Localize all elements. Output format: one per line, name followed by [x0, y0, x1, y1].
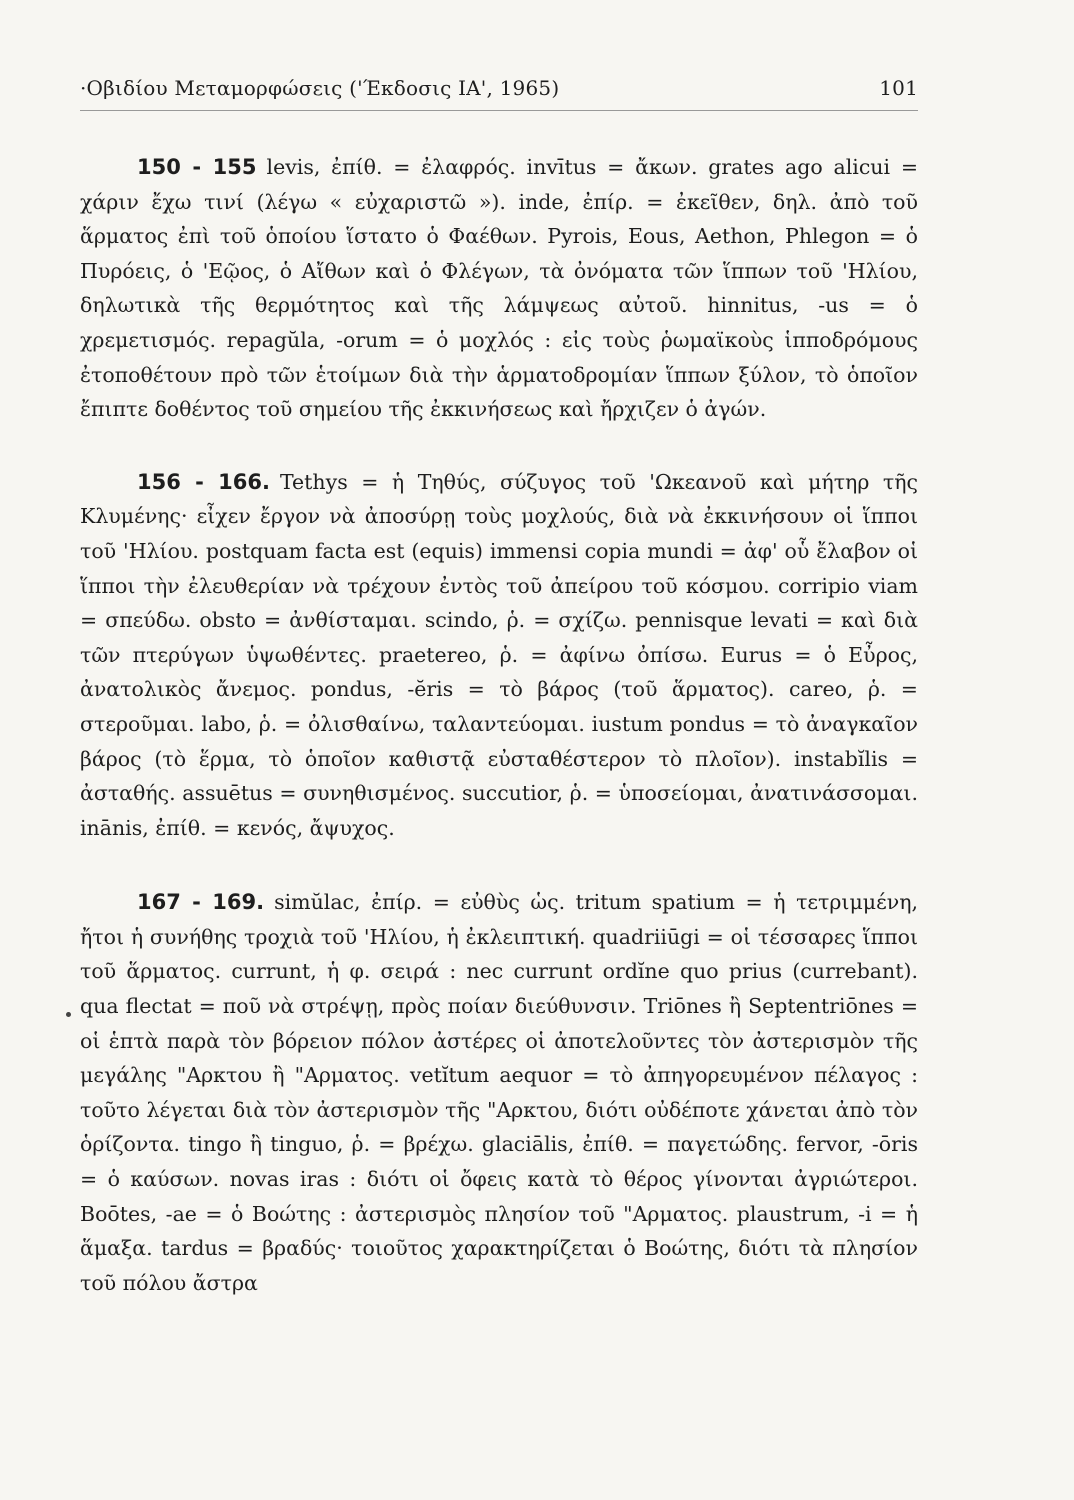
page-number: 101	[879, 76, 918, 100]
entry-text: Tethys = ἡ Τηθύς, σύζυγος τοῦ 'Ωκεανοῦ καὶ μήτηρ τῆς Κλυμένης· εἶχεν ἔργον νὰ ἀποσύρῃ τοὺς μοχλούς, διὰ νὰ ἐκκινήσουν οἱ ἵπποι τοῦ 'Ηλίου. postquam facta est (equis) immensi copia mundi = ἀφ' οὗ ἔλαβον οἱ ἵπποι τὴν ἐλευθερίαν νὰ τρέχουν ἐντὸς τοῦ ἀπείρου τοῦ κόσμου. corripio viam = σπεύδω. obsto = ἀνθίσταμαι. scindo, ῥ. = σχίζω. pennisque levati = καὶ διὰ τῶν πτερύγων ὑψωθέντες. praetereo, ῥ. = ἀφίνω ὀπίσω. Eurus = ὁ Εὖρος, ἀνατολικὸς ἄνεμος. pondus, -ĕris = τὸ βάρος (τοῦ ἅρματος). careo, ῥ. = στεροῦμαι. labo, ῥ. = ὀλισθαίνω, ταλαντεύομαι. iustum pondus = τὸ ἀναγκαῖον βάρος (τὸ ἕρμα, τὸ ὁποῖον καθιστᾷ εὐσταθέστερον τὸ πλοῖον). instabĭlis = ἀσταθής. assuētus = συνηθισμένος. succutior, ῥ. = ὑποσείομαι, ἀνατινάσσομαι. inānis, ἐπίθ. = κενός, ἄψυχος.	[80, 469, 918, 840]
running-title: ·Οβιδίου Μεταμορφώσεις ('Έκδοσις ΙΑ', 1965)	[80, 76, 560, 100]
commentary-entry-156-166	[80, 465, 918, 846]
commentary-entry-167-169	[80, 885, 918, 1300]
commentary-body	[80, 150, 918, 1338]
entry-text: simŭlac, ἐπίρ. = εὐθὺς ὡς. tritum spatium = ἡ τετριμμένη, ἤτοι ἡ συνήθης τροχιὰ τοῦ 'Ηλίου, ἡ ἐκλειπτική. quadriiūgi = οἱ τέσσαρες ἵπποι τοῦ ἅρματος. currunt, ἡ φ. σειρά : nec currunt ordĭne quo prius (currebant). qua flectat = ποῦ νὰ στρέψῃ, πρὸς ποίαν διεύθυνσιν. Triōnes ἢ Septentriōnes = οἱ ἑπτὰ παρὰ τὸν βόρειον πόλον ἀστέρες οἱ ἀποτελοῦντες τὸν ἀστερισμὸν τῆς μεγάλης "Αρκτου ἢ "Αρματος. vetĭtum aequor = τὸ ἀπηγορευμένον πέλαγος : τοῦτο λέγεται διὰ τὸν ἀστερισμὸν τῆς "Αρκτου, διότι οὐδέποτε χάνεται ἀπὸ τὸν ὁρίζοντα. tingo ἢ tinguo, ῥ. = βρέχω. glaciālis, ἐπίθ. = παγετώδης. fervor, -ōris = ὁ καύσων. novas iras : διότι οἱ ὄφεις κατὰ τὸ θέρος γίνονται ἀγριώτεροι. Boōtes, -ae = ὁ Βοώτης : ἀστερισμὸς πλησίον τοῦ "Αρματος. plaustrum, -i = ἡ ἅμαξα. tardus = βραδύς· τοιοῦτος χαρακτηρίζεται ὁ Βοώτης, διότι τὰ πλησίον τοῦ πόλου ἄστρα	[80, 890, 918, 1295]
verse-range: 156 - 166.	[137, 469, 270, 494]
entry-text: levis, ἐπίθ. = ἐλαφρός. invītus = ἄκων. grates ago alicui = χάριν ἔχω τινί (λέγω « εὐχαριστῶ »). inde, ἐπίρ. = ἐκεῖθεν, δηλ. ἀπὸ τοῦ ἅρματος ἐπὶ τοῦ ὁποίου ἵστατο ὁ Φαέθων. Pyrois, Eous, Aethon, Phlegon = ὁ Πυρόεις, ὁ 'Εῷος, ὁ Αἴθων καὶ ὁ Φλέγων, τὰ ὀνόματα τῶν ἵππων τοῦ 'Ηλίου, δηλωτικὰ τῆς θερμότητος καὶ τῆς λάμψεως αὐτοῦ. hinnitus, -us = ὁ χρεμετισμός. repagŭla, -orum = ὁ μοχλός : εἰς τοὺς ῥωμαϊκοὺς ἱπποδρόμους ἐτοποθέτουν πρὸ τῶν ἑτοίμων διὰ τὴν ἁρματοδρομίαν ἵππων ξύλον, τὸ ὁποῖον ἔπιπτε δοθέντος τοῦ σημείου τῆς ἐκκινήσεως καὶ ἤρχιζεν ὁ ἀγών.	[80, 155, 919, 422]
verse-range: 167 - 169.	[137, 890, 265, 915]
running-header	[80, 76, 918, 111]
margin-dot	[66, 1012, 71, 1017]
verse-range: 150 - 155	[137, 155, 257, 179]
commentary-entry-150-155	[80, 150, 918, 427]
